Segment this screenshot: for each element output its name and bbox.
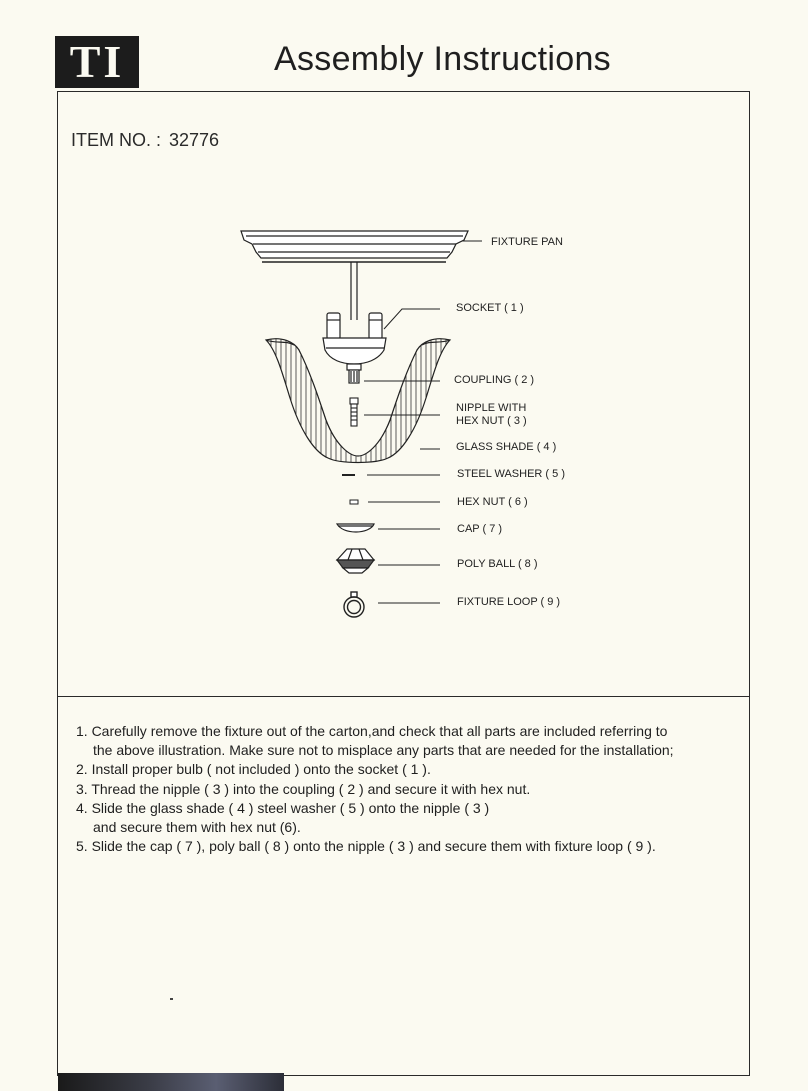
- stem-drawing: [351, 262, 357, 320]
- logo-text: TI: [69, 36, 125, 87]
- instruction-step-1-line1: 1. Carefully remove the fixture out of the carton,and check that all parts are included referring to: [76, 723, 668, 739]
- scan-footer-bar: [58, 1073, 284, 1091]
- part-label-hex-nut: HEX NUT ( 6 ): [457, 496, 528, 508]
- cap-drawing: [337, 524, 374, 532]
- fixture-pan-drawing: [241, 231, 468, 262]
- poly-ball-drawing: [337, 549, 374, 573]
- socket-drawing: [323, 313, 386, 364]
- instruction-step-4: [76, 799, 736, 837]
- part-label-fixture-loop: FIXTURE LOOP ( 9 ): [457, 596, 561, 608]
- part-label-nipple-line2: HEX NUT ( 3 ): [456, 415, 527, 427]
- instruction-list: [76, 722, 736, 856]
- instruction-step-2-line1: 2. Install proper bulb ( not included ) onto the socket ( 1 ).: [76, 761, 431, 778]
- instruction-step-3-line1: 3. Thread the nipple ( 3 ) into the coupling ( 2 ) and secure it with hex nut.: [76, 780, 531, 797]
- instruction-step-4-line2: and secure them with hex nut (6).: [93, 819, 301, 836]
- item-number-label: ITEM NO. :: [71, 130, 161, 150]
- page-title: Assembly Instructions: [274, 40, 611, 78]
- part-label-coupling: COUPLING ( 2 ): [454, 374, 535, 386]
- hex-nut-drawing: [350, 500, 358, 504]
- coupling-drawing: [347, 364, 361, 383]
- instruction-step-3: [76, 780, 736, 799]
- instruction-step-1: [76, 722, 736, 760]
- part-label-glass-shade: GLASS SHADE ( 4 ): [456, 441, 557, 453]
- part-label-cap: CAP ( 7 ): [457, 523, 503, 535]
- part-label-nipple-line1: NIPPLE WITH: [456, 402, 527, 414]
- item-number-value: 32776: [169, 130, 220, 150]
- part-label-fixture-pan: FIXTURE PAN: [491, 236, 563, 248]
- instruction-step-4-line1: 4. Slide the glass shade ( 4 ) steel washer ( 5 ) onto the nipple ( 3 ): [76, 799, 490, 816]
- instruction-step-1-line2: the above illustration. Make sure not to misplace any parts that are needed for the installation;: [93, 742, 674, 759]
- nipple-drawing: [350, 398, 358, 426]
- instruction-step-2: [76, 760, 736, 779]
- part-label-poly-ball: POLY BALL ( 8 ): [457, 558, 538, 570]
- part-label-steel-washer: STEEL WASHER ( 5 ): [457, 468, 565, 480]
- part-label-socket: SOCKET ( 1 ): [456, 302, 524, 314]
- steel-washer-drawing: [342, 474, 355, 476]
- instruction-step-5: [76, 837, 736, 856]
- scan-speck: [170, 998, 173, 1000]
- fixture-loop-drawing: [344, 592, 364, 617]
- instruction-step-5-line1: 5. Slide the cap ( 7 ), poly ball ( 8 ) onto the nipple ( 3 ) and secure them with fixture loop ( 9 ).: [76, 838, 656, 855]
